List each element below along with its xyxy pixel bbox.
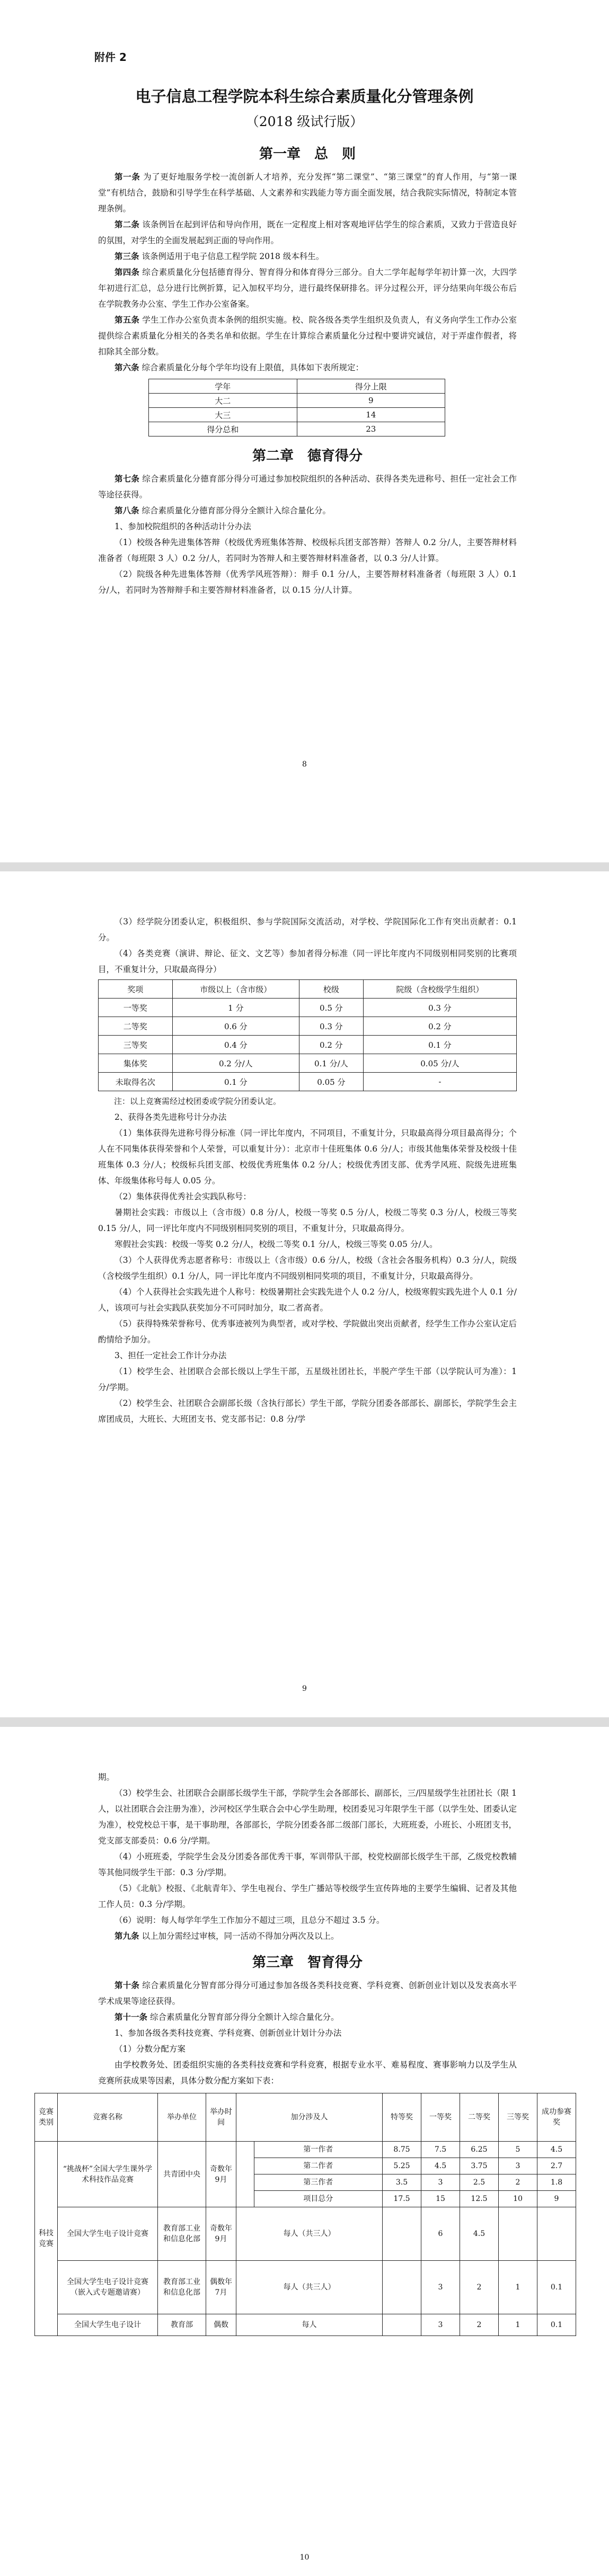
paragraph: 3、担任一定社会工作计分办法 [114, 1351, 227, 1360]
table-header: 特等奖 [383, 2093, 421, 2142]
table-row [99, 1073, 517, 1091]
table-header: 加分涉及人 [236, 2093, 383, 2142]
science-competition-table [34, 2093, 576, 2336]
table-cell: 每人（共三人） [236, 2261, 383, 2314]
table-cell: 4.5 [537, 2142, 576, 2158]
table-cell: 0.2 分/人 [172, 1054, 299, 1073]
table-cell: 教育部工业和信息化部 [158, 2261, 206, 2314]
table-cell: 3 [421, 2314, 460, 2336]
paragraph: （4）小班班委，学院学生会及分团委各部优秀干事，军训带队干部，校党校副部长级学生干部，乙级党校教辅等其他同级学生干部：0.3 分/学期。 [98, 1852, 517, 1877]
table-cell: 0.05 分 [299, 1073, 363, 1091]
table-cell: 3.75 [460, 2158, 499, 2174]
table-header: 得分上限 [297, 379, 445, 394]
table-cell: 得分总和 [149, 422, 297, 436]
table-cell: 23 [297, 422, 445, 436]
table-cell: 偶数 [206, 2314, 236, 2336]
table-cell: 0.3 分 [299, 1017, 363, 1036]
table-header-row [35, 2093, 576, 2142]
paragraph: 期。 [98, 1772, 115, 1782]
table-cell: 每人（共三人） [236, 2207, 383, 2261]
table-row [99, 999, 517, 1017]
table-header: 校级 [299, 980, 363, 999]
paragraph: （4）各类竞赛（演讲、辩论、征文、文艺等）参加者得分标准（同一评比年度内不同级别相同奖别的比赛项目，不重复计分，只取最高得分） [98, 949, 517, 974]
table-cell: 2 [460, 2261, 499, 2314]
table-header: 二等奖 [460, 2093, 499, 2142]
table-cell: 三等奖 [99, 1036, 173, 1054]
table-cell: 17.5 [383, 2191, 421, 2207]
score-cap-table [148, 379, 445, 436]
table-row [99, 1017, 517, 1036]
table-cell: 奇数年9月 [206, 2142, 236, 2207]
table-cell: 0.3 分 [363, 999, 516, 1017]
table-cell: 2.7 [537, 2158, 576, 2174]
paragraph: （1）校学生会、社团联合会部长级以上学生干部，五星级社团社长，半脱产学生干部（以学院认可为准）：1 分/学期。 [98, 1367, 517, 1392]
table-cell: 第一作者 [254, 2142, 382, 2158]
table-cell: 0.1 分 [172, 1073, 299, 1091]
table-cell [383, 2314, 421, 2336]
table-cell: 2 [460, 2314, 499, 2336]
table-header: 举办时间 [206, 2093, 236, 2142]
table-cell: 14 [297, 408, 445, 422]
paragraph: （2）集体获得优秀社会实践队称号： [114, 1192, 251, 1201]
paragraph: （3）经学院分团委认定，积极组织、参与学院国际交流活动，对学校、学院国际化工作有突出贡献者：0.1 分。 [98, 917, 517, 942]
article-9: 第九条 以上加分需经过审核，同一活动不得加分两次及以上。 [114, 1931, 339, 1941]
paragraph: （2）院级各种先进集体答辩（优秀学风班答辩）：辩手 0.1 分/人，主要答辩材料准备者（每班限 3 人）0.1 分/人，若同时为答辩辩手和主要答辩材料准备者，以 0.15 分/人计算。 [98, 569, 517, 595]
attachment-label: 附件 2 [94, 51, 127, 64]
table-cell [537, 2207, 576, 2261]
table-cell: 全国大学生电子设计竞赛 [58, 2207, 158, 2261]
table-cell: 0.1 分 [363, 1036, 516, 1054]
paragraph: （3）个人获得优秀志愿者称号：市级以上（含市级）0.6 分/人，校级（含社会各服务机构）0.3 分/人，院级（含校级学生组织）0.1 分/人，同一评比年度内不同级别相同奖项的项目，不重复计分，只取最高得分。 [98, 1255, 517, 1281]
article-8: 第八条 综合素质量化分德育部分得分全额计入综合量化分。 [114, 506, 331, 515]
table-cell: 0.1 [537, 2261, 576, 2314]
page-number: 10 [299, 2553, 310, 2562]
chapter-3-heading: 第三章 智育得分 [252, 1955, 363, 1971]
table-cell: 9 [297, 394, 445, 408]
table-cell: 1 [499, 2314, 537, 2336]
table-row [99, 1054, 517, 1073]
page-number: 8 [302, 760, 307, 769]
document-title: 电子信息工程学院本科生综合素质量化分管理条例 [135, 87, 474, 105]
page1-body [98, 143, 517, 598]
paragraph: （2）校学生会、社团联合会副部长级（含执行部长）学生干部，学院分团委各部部长、副部长，学院学生会主席团成员，大班长、大班团支书、党支部书记：0.8 分/学 [98, 1398, 517, 1424]
table-cell: 4.5 [421, 2158, 460, 2174]
table-cell: 教育部 [158, 2314, 206, 2336]
table-cell: 3.5 [383, 2174, 421, 2191]
paragraph: 由学校教务处、团委组织实施的各类科技竞赛和学科竞赛，根据专业水平、难易程度、赛事影响力以及学生从竞赛所获成果等因素，具体分数分配方案如下表： [98, 2060, 517, 2085]
page3-body [39, 1769, 571, 2336]
table-cell: 大二 [149, 394, 297, 408]
table-cell: 偶数年7月 [206, 2261, 236, 2314]
table-cell: 3 [421, 2261, 460, 2314]
chapter-1-heading: 第一章 总 则 [259, 146, 356, 162]
table-header-row [99, 980, 517, 999]
page2-body [98, 914, 517, 1427]
table-cell [383, 2261, 421, 2314]
paragraph: 2、获得各类先进称号计分办法 [114, 1112, 227, 1122]
paragraph: （1）集体获得先进称号得分标准（同一评比年度内，不同项目，不重复计分，只取最高得分项目最高得分；个人在不同集体获得荣誉和个人荣誉，可以重复计分）：北京市十佳班集体 0.6 分/人；市级其他集体荣誉及校级十佳班集体 0.3 分/人；校级标兵团支部、校级优秀班集体 0.2 分/人；校级优秀团支部、优秀学风班、院级先进班集体、年级集体称号每人 0.05 分。 [98, 1128, 517, 1186]
table-row [35, 2142, 576, 2158]
table-cell [499, 2207, 537, 2261]
table-note: 注：以上竞赛需经过校团委或学院分团委认定。 [114, 1097, 281, 1106]
table-cell: 9 [537, 2191, 576, 2207]
competition-score-table [98, 979, 517, 1091]
page-9 [0, 871, 609, 1717]
table-cell: 3 [499, 2158, 537, 2174]
table-row [149, 408, 445, 422]
table-cell: 一等奖 [99, 999, 173, 1017]
table-cell: 0.1 分/人 [299, 1054, 363, 1073]
paragraph: （3）校学生会、社团联合会副部长级学生干部，学院学生会各部部长、副部长，三/四星级学生社团社长（限 1 人，以社团联合会注册为准），沙河校区学生联合会中心学生助理，校团委见习年限学生干部（以学生处、团委认定为准），校党校总干事，是干事助理，各部部长，学院分团委各部二级部门部长，大班班委，小班长、小班团支书，党支部支部委员：0.6 分/学期。 [98, 1788, 517, 1846]
article-10: 第十条 综合素质量化分智育部分得分可通过参加各级各类科技竞赛、学科竞赛、创新创业计划以及发表高水平学术成果等途径获得。 [98, 1981, 517, 2006]
table-cell: 8.75 [383, 2142, 421, 2158]
table-cell: 10 [499, 2191, 537, 2207]
table-cell: 2 [499, 2174, 537, 2191]
table-cell: 4.5 [460, 2207, 499, 2261]
article-7: 第七条 综合素质量化分德育部分得分可通过参加校院组织的各种活动、获得各类先进称号、担任一定社会工作等途径获得。 [98, 474, 517, 500]
table-cell: 全国大学生电子设计 [58, 2314, 158, 2336]
paragraph: 寒假社会实践：校级一等奖 0.2 分/人，校级二等奖 0.1 分/人，校级三等奖 0.05 分/人。 [114, 1240, 438, 1249]
table-row [149, 394, 445, 408]
table-cell: 1 [499, 2261, 537, 2314]
table-cell [383, 2207, 421, 2261]
table-header: 学年 [149, 379, 297, 394]
table-row [149, 422, 445, 436]
paragraph: 1、参加各级各类科技竞赛、学科竞赛、创新创业计划计分办法 [114, 2028, 342, 2038]
table-cell: 奇数年9月 [206, 2207, 236, 2261]
article-4: 第四条 综合素质量化分包括德育得分、智育得分和体育得分三部分。自大二学年起每学年初计算一次，大四学年初进行汇总，总分进行比例折算，记入加权平均分，进行最终保研排名。评分过程公开，评分结果向年级公布后在学院教务办公室、学生工作办公室备案。 [98, 268, 517, 309]
table-cell: 1.8 [537, 2174, 576, 2191]
table-cell: 0.05 分/人 [363, 1054, 516, 1073]
table-cell: 0.5 分 [299, 999, 363, 1017]
article-6: 第六条 综合素质量化分每个学年均设有上限值，具体如下表所规定： [114, 363, 364, 372]
table-cell: “挑战杯”全国大学生课外学术科技作品竞赛 [58, 2142, 158, 2207]
table-header: 成功参赛奖 [537, 2093, 576, 2142]
paragraph: （5）《北航》校报、《北航青年》、学生电视台、学生广播站等校级学生宣传阵地的主要学生编辑、记者及其他工作人员：0.3 分/学期。 [98, 1884, 517, 1909]
table-cell: 全国大学生电子设计竞赛（嵌入式专题邀请赛） [58, 2261, 158, 2314]
article-2: 第二条 该条例旨在起到评估和导向作用，既在一定程度上相对客观地评估学生的综合素质，又致力于营造良好的氛围，对学生的全面发展起到正面的导向作用。 [98, 220, 517, 245]
table-cell: 共青团中央 [158, 2142, 206, 2207]
table-header: 竞赛类别 [35, 2093, 58, 2142]
table-cell: 第三作者 [254, 2174, 382, 2191]
table-cell: 0.2 分 [299, 1036, 363, 1054]
table-cell: 第二作者 [254, 2158, 382, 2174]
paragraph: （1）分数分配方案 [114, 2044, 186, 2054]
table-cell: 大三 [149, 408, 297, 422]
table-header: 院级（含校级学生组织） [363, 980, 516, 999]
table-cell: 0.1 [537, 2314, 576, 2336]
table-cell: 教育部工业和信息化部 [158, 2207, 206, 2261]
paragraph: （4）个人获得社会实践先进个人称号：校级暑期社会实践先进个人 0.2 分/人，校级寒假实践先进个人 0.1 分/人，该项可与社会实践队获奖加分不可同时加分，取二者高者。 [98, 1287, 517, 1313]
table-header: 一等奖 [421, 2093, 460, 2142]
document-subtitle: （2018 级试行版） [245, 114, 364, 129]
article-5: 第五条 学生工作办公室负责本条例的组织实施。校、院各级各类学生组织及负责人，有义务向学生工作办公室提供综合素质量化分相关的各类名单和依据。学生在计算综合素质量化分过程中要讲究诚信，对于弄虚作假者，将扣除其全部分数。 [98, 315, 517, 356]
table-row [99, 1036, 517, 1054]
table-header: 奖项 [99, 980, 173, 999]
table-header: 举办单位 [158, 2093, 206, 2142]
table-cell: 集体奖 [99, 1054, 173, 1073]
table-header: 三等奖 [499, 2093, 537, 2142]
table-cell: 未取得名次 [99, 1073, 173, 1091]
paragraph: （1）校级各种先进集体答辩（校级优秀班集体答辩、校级标兵团支部答辩）答辩人 0.2 分/人，主要答辩材料准备者（每班限 3 人）0.2 分/人，若同时为答辩人和主要答辩材料准备者，以 0.3 分/人计算。 [98, 538, 517, 563]
table-cell: 5.25 [383, 2158, 421, 2174]
paragraph: （5）获得特殊荣誉称号、优秀事迹被列为典型者，或对学校、学院做出突出贡献者，经学生工作办公室认定后酌情给予加分。 [98, 1319, 517, 1344]
article-1: 第一条 为了更好地服务学校一流创新人才培养，充分发挥“第二课堂”、“第三课堂”的育人作用，与“第一课堂”有机结合，鼓励和引导学生在科学基础、人文素养和实践能力等方面全面发展，结合我院实际情况，特制定本管理条例。 [98, 172, 517, 213]
table-cell: 项目总分 [254, 2191, 382, 2207]
table-cell: 12.5 [460, 2191, 499, 2207]
page-number: 9 [302, 1684, 307, 1693]
table-cell: 每人 [236, 2314, 383, 2336]
table-cell: 3 [421, 2174, 460, 2191]
table-cell: 2.5 [460, 2174, 499, 2191]
table-cell: 15 [421, 2191, 460, 2207]
article-11: 第十一条 综合素质量化分智育部分得分全额计入综合量化分。 [114, 2012, 339, 2022]
chapter-2-heading: 第二章 德育得分 [252, 448, 363, 464]
table-cell: 0.4 分 [172, 1036, 299, 1054]
table-cell: 6.25 [460, 2142, 499, 2158]
page-10 [0, 1727, 609, 2576]
category-cell: 科技竞赛 [35, 2142, 58, 2336]
paragraph: （6）说明：每人每学年学生工作加分不超过三项，且总分不超过 3.5 分。 [114, 1915, 385, 1925]
table-cell: 0.6 分 [172, 1017, 299, 1036]
paragraph: 暑期社会实践：市级以上（含市级）0.8 分/人，校级一等奖 0.5 分/人，校级二等奖 0.3 分/人，校级三等奖 0.15 分/人，同一评比年度内不同级别相同奖别的项目，不重复计分，只取最高得分。 [98, 1208, 517, 1233]
table-header-row [149, 379, 445, 394]
table-header: 市级以上（含市级） [172, 980, 299, 999]
table-cell: - [363, 1073, 516, 1091]
article-3: 第三条 该条例适用于电子信息工程学院 2018 级本科生。 [114, 252, 324, 261]
paragraph: 1、参加校院组织的各种活动计分办法 [114, 522, 251, 531]
page-8 [0, 0, 609, 862]
table-cell: 7.5 [421, 2142, 460, 2158]
table-cell: 1 分 [172, 999, 299, 1017]
table-cell: 0.2 分 [363, 1017, 516, 1036]
table-header: 竞赛名称 [58, 2093, 158, 2142]
table-cell: 二等奖 [99, 1017, 173, 1036]
table-cell: 5 [499, 2142, 537, 2158]
table-cell: 6 [421, 2207, 460, 2261]
